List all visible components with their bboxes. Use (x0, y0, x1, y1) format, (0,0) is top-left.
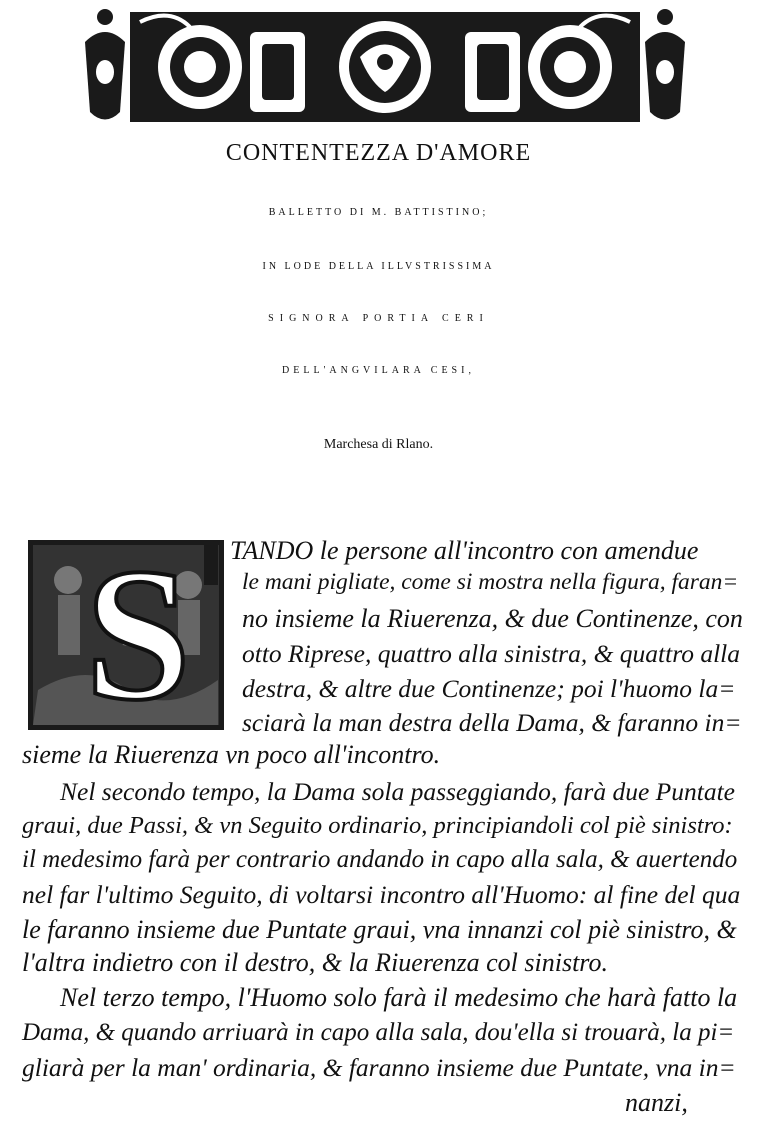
body-line: il medesimo farà per contrario andando in capo alla sala, & auertendo (22, 846, 738, 873)
body-line: le faranno insieme due Puntate graui, vna innanzi col piè sinistro, & (22, 915, 737, 944)
body-line: l'altra indietro con il destro, & la Riuerenza col sinistro. (22, 948, 608, 977)
decorated-initial (28, 530, 224, 740)
body-line: graui, due Passi, & vn Seguito ordinario, principiandoli col piè sinistro: (22, 812, 733, 839)
body-line: Nel terzo tempo, l'Huomo solo farà il medesimo che harà fatto la (60, 983, 738, 1012)
initial-letter-s: S (85, 530, 191, 740)
body-line: sieme la Riuerenza vn poco all'incontro. (22, 740, 441, 769)
body-line: gliarà per la man' ordinaria, & faranno insieme due Puntate, vna in= (22, 1053, 736, 1082)
body-line: no insieme la Riuerenza, & due Continenze, con (242, 604, 743, 633)
body-line: Dama, & quando arriuarà in capo alla sala, dou'ella si trouarà, la pi= (22, 1019, 735, 1046)
title-line-3: IN LODE DELLA ILLVSTRISSIMA (262, 261, 495, 272)
title-line-2: BALLETTO DI M. BATTISTINO; (268, 207, 489, 218)
body-line: nanzi, (625, 1088, 688, 1117)
title-line-5: DELL'ANGVILARA CESI, (282, 365, 475, 376)
subtitle-marchesa: Marchesa di Rlano. (323, 437, 434, 452)
header-ornament-graphic (80, 2, 690, 132)
body-line: nel far l'ultimo Seguito, di voltarsi incontro all'Huomo: al fine del qua (22, 880, 741, 909)
body-line: sciarà la man destra della Dama, & faranno in= (242, 708, 742, 737)
title-line-4: SIGNORA PORTIA CERI (268, 313, 489, 324)
body-line: otto Riprese, quattro alla sinistra, & quattro alla (242, 639, 740, 668)
body-line: destra, & altre due Continenze; poi l'huomo la= (242, 674, 736, 703)
title-line-1: CONTENTEZZA D'AMORE (225, 140, 532, 166)
header-ornament (80, 2, 690, 132)
body-line: le mani pigliate, come si mostra nella figura, faran= (242, 569, 739, 595)
body-line: Nel secondo tempo, la Dama sola passeggiando, farà due Puntate (60, 777, 735, 806)
body-line: TANDO le persone all'incontro con amendue (230, 536, 699, 565)
